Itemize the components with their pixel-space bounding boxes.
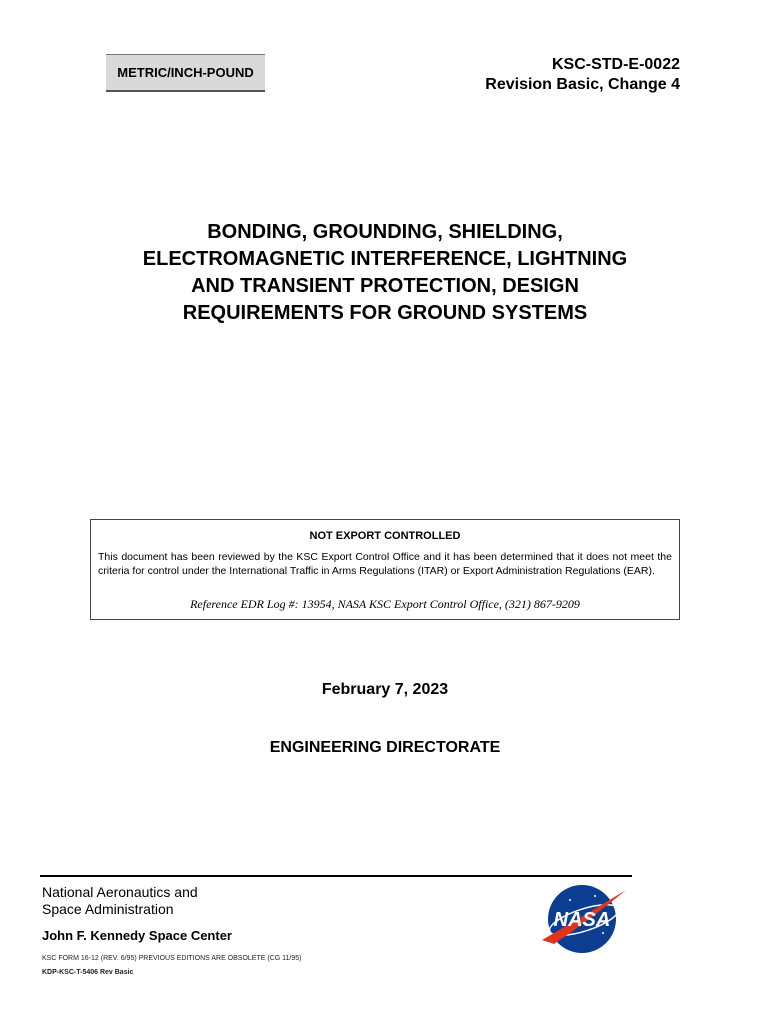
svg-text:NASA: NASA — [553, 909, 611, 931]
title-line: REQUIREMENTS FOR GROUND SYSTEMS — [182, 302, 588, 324]
document-date: February 7, 2023 — [321, 681, 449, 698]
title-line: BONDING, GROUNDING, SHIELDING, — [207, 221, 563, 243]
revision: Revision Basic, Change 4 — [485, 76, 680, 93]
agency-name-line: National Aeronautics and — [42, 884, 198, 900]
directorate: ENGINEERING DIRECTORATE — [269, 739, 501, 756]
agency-name — [42, 884, 198, 918]
form-number: KSC FORM 16-12 (REV. 6/95) PREVIOUS EDITIONS ARE OBSOLETE (CG 11/95) — [42, 955, 302, 962]
center-name: John F. Kennedy Space Center — [42, 928, 232, 943]
document-title — [60, 219, 710, 327]
footer-divider — [40, 875, 632, 877]
export-notice-heading: NOT EXPORT CONTROLLED — [309, 530, 461, 542]
export-notice-reference: Reference EDR Log #: 13954, NASA KSC Export Control Office, (321) 867-9209 — [190, 597, 580, 611]
export-notice-body: This document has been reviewed by the KSC Export Control Office and it has been determined that it does not meet the criteria for control under the International Traffic in Arms Regulations (ITAR) or Export Administration Regulations (EAR). — [98, 551, 672, 577]
classification-label: METRIC/INCH-POUND — [106, 54, 265, 92]
nasa-logo-icon — [540, 878, 628, 956]
kdp-number: KDP-KSC-T-5406 Rev Basic — [42, 969, 134, 976]
document-identifier — [485, 55, 680, 95]
agency-name-line: Space Administration — [42, 901, 174, 917]
title-line: ELECTROMAGNETIC INTERFERENCE, LIGHTNING — [142, 248, 628, 270]
title-line: AND TRANSIENT PROTECTION, DESIGN — [191, 275, 579, 297]
doc-number: KSC-STD-E-0022 — [551, 56, 680, 73]
export-control-notice — [90, 519, 680, 620]
